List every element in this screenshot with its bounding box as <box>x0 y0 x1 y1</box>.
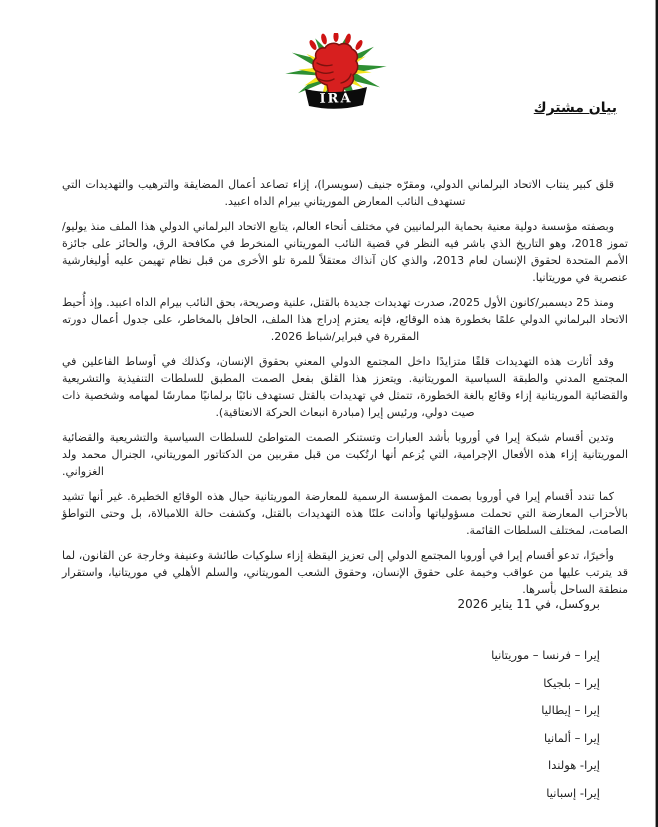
paragraph-2: وبصفته مؤسسة دولية معنية بحماية البرلمانيين في مختلف أنحاء العالم، يتابع الاتحاد البرلماني الدولي هذا الملف منذ يوليو/تموز 2018، وهو التاريخ الذي باشر فيه النظر في قضية النائب الموريتاني المنخرط في مكافحة الرق، والحائز على جائزة الأمم المتحدة لحقوق الإنسان لعام 2013، والذي كان آنذاك معتقلاً للمرة تلو الأخرى من قبل نظام تهيمن عليه أوليغارشية عنصرية في موريتانيا. <box>62 220 628 284</box>
dateline: بروكسل، في 11 يناير 2026 <box>457 597 600 611</box>
logo-banner-text: IRA <box>319 91 353 107</box>
signatories-list <box>491 642 600 807</box>
statement-title: بيان مشترك <box>533 100 617 116</box>
statement-body <box>62 176 628 606</box>
paragraph-7: وأخيرًا، تدعو أقسام إيرا في أوروبا المجتمع الدولي إلى تعزيز اليقظة إزاء سلوكيات طائشة وعنيفة وخارجة عن القانون، لما قد يترتب عليها من عواقب وخيمة على حقوق الإنسان، وحقوق الشعب الموريتاني، والسلم الأهلي في موريتانيا، واستقرار منطقة الساحل بأسرها. <box>62 549 628 596</box>
signatory-item: إيرا- هولندا <box>548 758 600 772</box>
paragraph-5: وتدين أقسام شبكة إيرا في أوروبا بأشد العبارات وتستنكر الصمت المتواطئ للسلطات السياسية والتشريعية والقضائية الموريتانية إزاء هذه الأفعال الإجرامية، التي يُزعم أنها ارتُكبت من قبل مقربين من الدكتاتور الموريتاني، الجنرال محمد ولد الغزواني. <box>62 431 628 478</box>
paragraph-3: ومنذ 25 ديسمبر/كانون الأول 2025، صدرت تهديدات جديدة بالقتل، علنية وصريحة، بحق النائب بيرام الداه اعبيد. وإذ أُحيط الاتحاد البرلماني الدولي علمًا بخطورة هذه الوقائع، فإنه يعتزم إدراج هذا الملف، الحافل بالمخاطر، على جدول أعمال دورته المقررة في فبراير/شباط 2026. <box>62 296 628 343</box>
signatory-item: إيرا – فرنسا – موريتانيا <box>491 648 600 662</box>
signatory-item: إيرا – ألمانيا <box>543 730 600 745</box>
paragraph-4: وقد أثارت هذه التهديدات قلقًا متزايدًا داخل المجتمع الدولي المعني بحقوق الإنسان، وكذلك في أوساط الفاعلين في المجتمع المدني والطبقة السياسية الموريتانية. ويتعزز هذا القلق بفعل الصمت المطبق للسلطات التنفيذية والتشريعية والقضائية الموريتانية إزاء وقائع بالغة الخطورة، تتمثل في تهديدات بالقتل تستهدف نائبًا برلمانيًا ممارسًا لمهامه وشخصية ذات صيت دولي، ورئيس إيرا (مبادرة انبعاث الحركة الانعتاقية). <box>62 355 628 419</box>
signatory-item: إيرا – إيطاليا <box>541 703 600 717</box>
paragraph-6: كما تندد أقسام إيرا في أوروبا بصمت المؤسسة الرسمية للمعارضة الموريتانية حيال هذه الوقائع الخطيرة. غير أنها تشيد بالأحزاب المعارضة التي تحملت مسؤولياتها وأدانت علنًا هذه التهديدات بالقتل، وكشفت حالة اللامبالاة، بل وحتى التواطؤ الصامت، لمختلف السلطات القائمة. <box>62 490 628 537</box>
signatory-item: إيرا – بلجيكا <box>543 675 600 690</box>
signatory-item: إيرا- إسبانيا <box>546 785 600 800</box>
paragraph-1: قلق كبير ينتاب الاتحاد البرلماني الدولي، ومقرّه جنيف (سويسرا)، إزاء تصاعد أعمال المضايقة والترهيب والتهديدات التي تستهدف النائب المعارض الموريتاني بيرام الداه اعبيد. <box>62 178 614 208</box>
ira-logo <box>279 33 393 111</box>
ira-logo-graphic <box>279 33 393 111</box>
